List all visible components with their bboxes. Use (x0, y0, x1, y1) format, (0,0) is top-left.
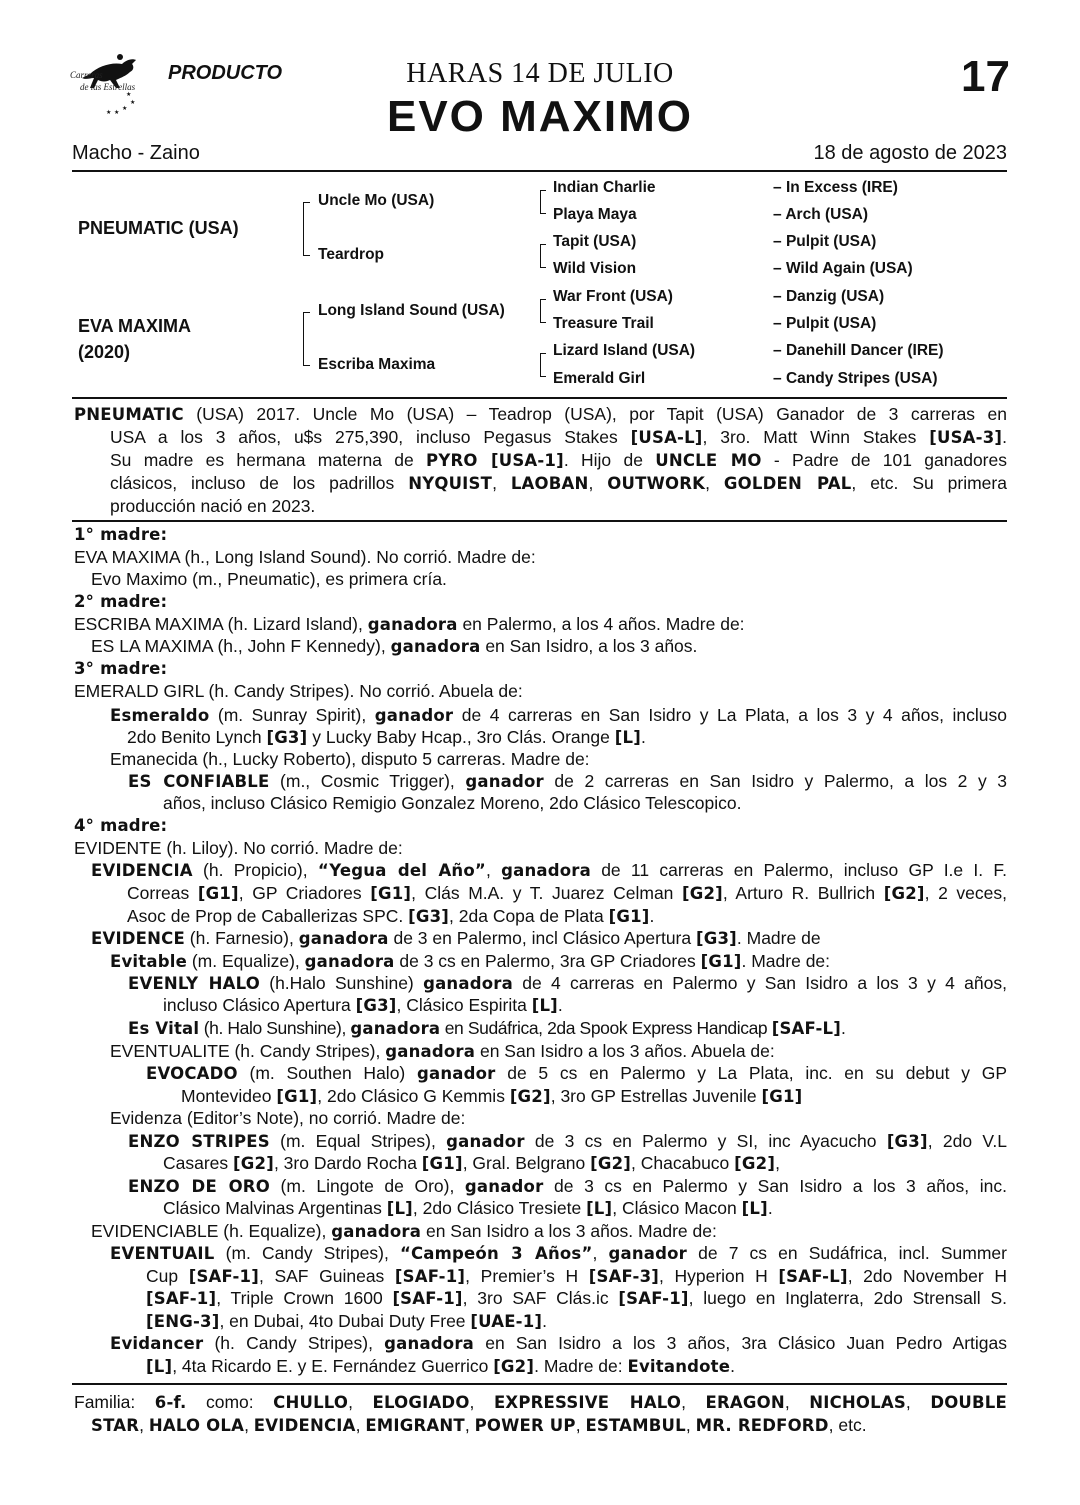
text-line: Emanecida (h., Lucky Roberto), disputo 5 carreras. Madre de: (110, 749, 590, 769)
bracket (540, 190, 546, 214)
pedigree-gen3: Treasure Trail (553, 315, 654, 332)
logo-text: Carreras (70, 70, 103, 80)
text-line: Correas [G1], GP Criadores [G1], Clás M.A. y T. Juarez Celman [G2], Arturo R. Bullrich [G2], 2 veces, (127, 883, 1007, 903)
horse-name: EVO MAXIMO (386, 92, 694, 141)
divider (72, 170, 1007, 172)
text-line: EMERALD GIRL (h. Candy Stripes). No corrió. Abuela de: (74, 681, 523, 701)
text-line: Evidancer (h. Candy Stripes), ganadora en San Isidro a los 3 años, 3ra Clásico Juan Pedro Artigas (110, 1333, 1007, 1353)
text-line: Familia: 6-f. como: CHULLO, ELOGIADO, EXPRESSIVE HALO, ERAGON, NICHOLAS, DOUBLE (74, 1392, 1007, 1412)
text-line: EVENLY HALO (h.Halo Sunshine) ganadora de 4 carreras en Palermo y San Isidro a los 3 y 4 años, (128, 973, 1007, 993)
text-line: Su madre es hermana materna de PYRO [USA-1]. Hijo de UNCLE MO - Padre de 101 ganadores (110, 450, 1007, 470)
text-line: 2do Benito Lynch [G3] y Lucky Baby Hcap., 3ro Clás. Orange [L]. (127, 727, 646, 747)
text-line: EVENTUALITE (h. Candy Stripes), ganadora en San Isidro a los 3 años. Abuela de: (110, 1041, 775, 1061)
dam-heading: 2° madre: (74, 592, 168, 611)
text-line: Evitable (m. Equalize), ganadora de 3 cs en Palermo, 3ra GP Criadores [G1]. Madre de: (110, 951, 831, 971)
bracket (303, 202, 310, 256)
pedigree-gen3: Emerald Girl (553, 370, 646, 387)
pedigree-gen2: Uncle Mo (USA) (318, 192, 435, 209)
svg-text:★: ★ (130, 100, 136, 106)
text-line: Esmeraldo (m. Sunray Spirit), ganador de 4 carreras en San Isidro y La Plata, a los 3 y 4 años, incluso (110, 705, 1007, 725)
text-line: Evo Maximo (m., Pneumatic), es primera cría. (91, 569, 447, 589)
text-line: EVIDENCIABLE (h. Equalize), ganadora en San Isidro a los 3 años. Madre de: (91, 1221, 717, 1241)
bracket (303, 312, 310, 366)
text-line: Evidenza (Editor’s Note), no corrió. Madre de: (110, 1108, 466, 1128)
pedigree-gen2: Escriba Maxima (318, 356, 436, 373)
dam-heading: 1° madre: (74, 525, 168, 544)
pedigree-gen4: – Candy Stripes (USA) (773, 370, 938, 387)
text-line: Es Vital (h. Halo Sunshine), ganadora en Sudáfrica, 2da Spook Express Handicap [SAF-L]. (128, 1018, 846, 1038)
pedigree-gen4-name: Wild Again (USA) (785, 260, 913, 277)
section-label: PRODUCTO (168, 62, 283, 84)
pedigree-gen4-name: In Excess (IRE) (785, 179, 898, 196)
text-line: USA a los 3 años, u$s 275,390, incluso Pegasus Stakes [USA-L], 3ro. Matt Winn Stakes [USA-3]. (110, 427, 1007, 447)
text-line: [ENG-3], en Dubai, 4to Dubai Duty Free [UAE-1]. (146, 1311, 548, 1331)
pedigree-gen2: Teardrop (318, 246, 385, 263)
pedigree-gen4: – Pulpit (USA) (773, 315, 877, 332)
pedigree-gen4: – Danehill Dancer (IRE) (773, 342, 944, 359)
text-line: PNEUMATIC (USA) 2017. Uncle Mo (USA) – Teadrop (USA), por Tapit (USA) Ganador de 3 carreras en (74, 404, 1007, 424)
pedigree-gen4-name: Pulpit (USA) (785, 315, 877, 332)
text-line: EVA MAXIMA (h., Long Island Sound). No corrió. Madre de: (74, 547, 536, 567)
text-line: EVIDENCIA (h. Propicio), “Yegua del Año”, ganadora de 11 carreras en Palermo, incluso GP I.e I. F. (91, 860, 1007, 880)
text-line: años, incluso Clásico Remigio Gonzalez Moreno, 2do Clásico Telescopico. (163, 793, 742, 813)
text-line: Asoc de Prop de Caballerizas SPC. [G3], 2da Copa de Plata [G1]. (127, 906, 655, 926)
sire-name: PNEUMATIC (USA) (78, 218, 239, 238)
text-line: [L], 4ta Ricardo E. y E. Fernández Guerrico [G2]. Madre de: Evitandote. (146, 1356, 736, 1376)
text-line: EVIDENCE (h. Farnesio), ganadora de 3 en Palermo, incl Clásico Apertura [G3]. Madre de (91, 928, 821, 948)
pedigree-gen4: – Arch (USA) (773, 206, 869, 223)
dam-year: (2020) (78, 342, 131, 362)
dam-heading: 4° madre: (74, 816, 168, 835)
text-line: Clásico Malvinas Argentinas [L], 2do Clásico Tresiete [L], Clásico Macon [L]. (163, 1198, 773, 1218)
text-line: STAR, HALO OLA, EVIDENCIA, EMIGRANT, POWER UP, ESTAMBUL, MR. REDFORD, etc. (91, 1415, 867, 1435)
dam-name: EVA MAXIMA (78, 316, 192, 336)
text-line: EVENTUAIL (m. Candy Stripes), “Campeón 3 Años”, ganador de 7 cs en Sudáfrica, incl. Summer (110, 1243, 1007, 1263)
svg-text:★: ★ (122, 106, 128, 112)
text-line: ES CONFIABLE (m., Cosmic Trigger), ganador de 2 carreras en San Isidro y Palermo, a los 2 y 3 (128, 771, 1007, 791)
text-line: ES LA MAXIMA (h., John F Kennedy), ganadora en San Isidro, a los 3 años. (91, 636, 698, 656)
bracket (540, 244, 546, 268)
dam-heading: 3° madre: (74, 659, 168, 678)
pedigree-gen3: War Front (USA) (553, 288, 673, 305)
divider (72, 1383, 1007, 1385)
pedigree-gen3: Tapit (USA) (553, 233, 637, 250)
pedigree-gen4: – In Excess (IRE) (773, 179, 898, 196)
pedigree-gen4: – Pulpit (USA) (773, 233, 877, 250)
pedigree-gen4-name: Arch (USA) (785, 206, 869, 223)
logo-text: de las Estrellas (80, 82, 136, 92)
text-line: Montevideo [G1], 2do Clásico G Kemmis [G2], 3ro GP Estrellas Juvenile [G1] (181, 1086, 803, 1106)
text-line: incluso Clásico Apertura [G3], Clásico Espirita [L]. (163, 995, 563, 1015)
sex-color: Macho - Zaino (72, 142, 200, 164)
text-line: ESCRIBA MAXIMA (h. Lizard Island), ganadora en Palermo, a los 4 años. Madre de: (74, 614, 745, 634)
bracket (540, 353, 546, 377)
pedigree-gen4-name: Candy Stripes (USA) (785, 370, 938, 387)
pedigree-gen4: – Wild Again (USA) (773, 260, 913, 277)
text-line: EVOCADO (m. Southen Halo) ganador de 5 cs en Palermo y La Plata, inc. en su debut y GP (146, 1063, 1007, 1083)
divider (72, 397, 1007, 399)
pedigree-gen3: Playa Maya (553, 206, 637, 223)
text-line: producción nació en 2023. (110, 496, 316, 516)
svg-text:★: ★ (126, 92, 132, 98)
pedigree-gen2: Long Island Sound (USA) (318, 302, 505, 319)
divider (72, 520, 1007, 522)
pedigree-gen4: – Danzig (USA) (773, 288, 885, 305)
pedigree-gen4-name: Danzig (USA) (785, 288, 885, 305)
svg-text:★: ★ (106, 110, 112, 116)
text-line: Casares [G2], 3ro Dardo Rocha [G1], Gral. Belgrano [G2], Chacabuco [G2], (163, 1153, 780, 1173)
pedigree-gen3: Wild Vision (553, 260, 637, 277)
text-line: clásicos, incluso de los padrillos NYQUIST, LAOBAN, OUTWORK, GOLDEN PAL, etc. Su primera (110, 473, 1007, 493)
text-line: Cup [SAF-1], SAF Guineas [SAF-1], Premier’s H [SAF-3], Hyperion H [SAF-L], 2do November H (146, 1266, 1007, 1286)
pedigree-gen3: Indian Charlie (553, 179, 656, 196)
text-line: ENZO DE ORO (m. Lingote de Oro), ganador de 3 cs en Palermo y San Isidro a los 3 años, inc. (128, 1176, 1007, 1196)
svg-text:★: ★ (114, 110, 120, 116)
pedigree-gen3: Lizard Island (USA) (553, 342, 696, 359)
text-line: ENZO STRIPES (m. Equal Stripes), ganador de 3 cs en Palermo y SI, inc Ayacucho [G3], 2do V.L (128, 1131, 1007, 1151)
text-line: [SAF-1], Triple Crown 1600 [SAF-1], 3ro SAF Clás.ic [SAF-1], luego en Inglaterra, 2do Strensall S. (146, 1288, 1007, 1308)
haras-name: HARAS 14 DE JULIO (406, 58, 674, 89)
pedigree-gen4-name: Danehill Dancer (IRE) (785, 342, 944, 359)
bracket (540, 299, 546, 323)
text-line: EVIDENTE (h. Liloy). No corrió. Madre de: (74, 838, 403, 858)
lot-number: 17 (961, 52, 1010, 101)
birth-date: 18 de agosto de 2023 (813, 142, 1007, 164)
pedigree-gen4-name: Pulpit (USA) (785, 233, 877, 250)
logo (60, 48, 160, 118)
